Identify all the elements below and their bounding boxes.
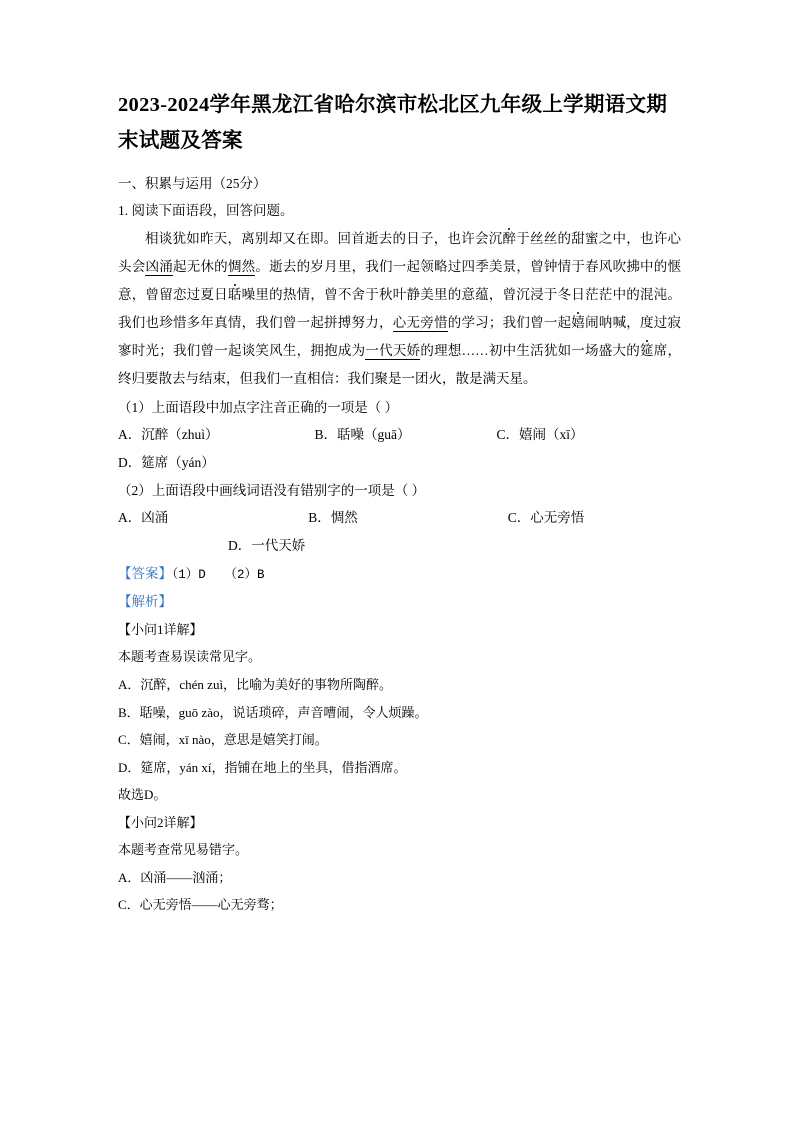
detail-2-intro: 本题考查常见易错字。 — [118, 842, 249, 858]
question-1-stem: 1. 阅读下面语段，回答问题。 — [118, 203, 294, 219]
option-1-a: A．沉醉（zhuì） — [118, 427, 219, 443]
detail-1-item-b — [118, 699, 681, 727]
question-1-passage — [118, 225, 681, 393]
option-1-c: C．嬉闹（xī） — [496, 427, 584, 443]
detail-1-item-d — [118, 754, 681, 782]
passage-underline-xinwupangwu: 心无旁惜 — [392, 315, 448, 331]
sub-question-2: （2）上面语段中画线词语没有错别字的一项是（ ） — [118, 482, 426, 498]
page-title: 2023-2024学年黑龙江省哈尔滨市松北区九年级上学期语文期末试题及答案 — [118, 94, 668, 152]
detail-2-item-c: C．心无旁悟——心无旁骛； — [118, 897, 283, 913]
analysis-block — [118, 588, 681, 616]
passage-underline-churan: 惆然 — [227, 259, 256, 275]
sub-question-1-options — [118, 421, 681, 476]
passage-text-b: 于丝丝的甜蜜之中，也许心头会 — [118, 231, 681, 275]
passage-underline-yidaitianjiao: 一代天娇 — [365, 343, 421, 359]
passage-text-i: 席，终归要散去与结束，但我们一直相信：我们聚是一团火，散是满天星。 — [118, 343, 682, 387]
detail-1-item-b-text: B．聒噪，guō zào，说话琐碎，声音嘈闹，令人烦躁。 — [118, 704, 428, 720]
passage-text-c: 起无休的 — [172, 259, 228, 275]
passage-dot-char-yan: 筵 — [640, 343, 654, 359]
passage-text-a: 相谈犹如昨天，离别却又在即。回首逝去的日子，也许会沉 — [145, 231, 503, 247]
option-2-a: A．凶涌 — [118, 510, 169, 526]
passage-text-h: 的理想……初中生活犹如一场盛大的 — [420, 343, 641, 359]
detail-2-item-a: A．凶涌——汹涌； — [118, 869, 232, 885]
sub-question-1: （1）上面语段中加点字注音正确的一项是（ ） — [118, 399, 399, 415]
detail-1-item-d-text: D．筵席，yán xí，指铺在地上的坐具，借指酒席。 — [118, 759, 407, 775]
answer-label: 【答案】 — [118, 565, 172, 581]
detail-1-label: 【小问1详解】 — [118, 621, 203, 637]
option-2-d: D．一代天娇 — [228, 537, 306, 553]
passage-text-e: 噪里的热情，曾不舍于秋叶静美里的意蕴，曾沉浸于冬日茫茫中的混沌。我们也珍惜多年真情，我们曾一起拼搏努力， — [118, 287, 682, 331]
sub-question-2-options — [118, 504, 681, 559]
passage-dot-char-guo: 聒 — [227, 287, 242, 303]
detail-1-item-a-text: A．沉醉，chén zuì，比喻为美好的事物所陶醉。 — [118, 676, 393, 692]
analysis-label: 【解析】 — [118, 594, 172, 610]
option-2-c: C．心无旁悟 — [507, 510, 585, 526]
passage-dot-char-xi: 嬉 — [571, 315, 586, 331]
answer-block — [118, 560, 681, 589]
option-1-d: D．筵席（yán） — [118, 454, 215, 470]
passage-text-d: 。逝去的岁月里，我们一起领略过四季美景，曾钟情于春风吹拂中的惬意，曾留恋过夏日 — [118, 259, 682, 303]
option-2-b: B．惆然 — [308, 510, 358, 526]
passage-text-f: 的学习；我们曾一起 — [447, 315, 572, 331]
section-heading: 一、积累与运用（25分） — [118, 175, 267, 191]
passage-dot-char-zui: 醉 — [502, 231, 517, 247]
detail-1-item-c — [118, 726, 681, 754]
detail-1-item-a — [118, 671, 681, 699]
detail-1-conclusion: 故选D。 — [118, 787, 167, 803]
detail-1-item-c-text: C．嬉闹，xī nào，意思是嬉笑打闹。 — [118, 732, 328, 748]
passage-text-g: 闹呐喊，度过寂寥时光；我们曾一起谈笑风生，拥抱成为 — [118, 315, 682, 359]
detail-1-intro: 本题考查易误读常见字。 — [118, 649, 262, 665]
answer-text: （1）D （2）B — [172, 567, 265, 582]
passage-underline-xiongyong: 凶涌 — [145, 259, 173, 275]
detail-2-label: 【小问2详解】 — [118, 814, 203, 830]
option-1-b: B．聒噪（guā） — [314, 427, 411, 443]
